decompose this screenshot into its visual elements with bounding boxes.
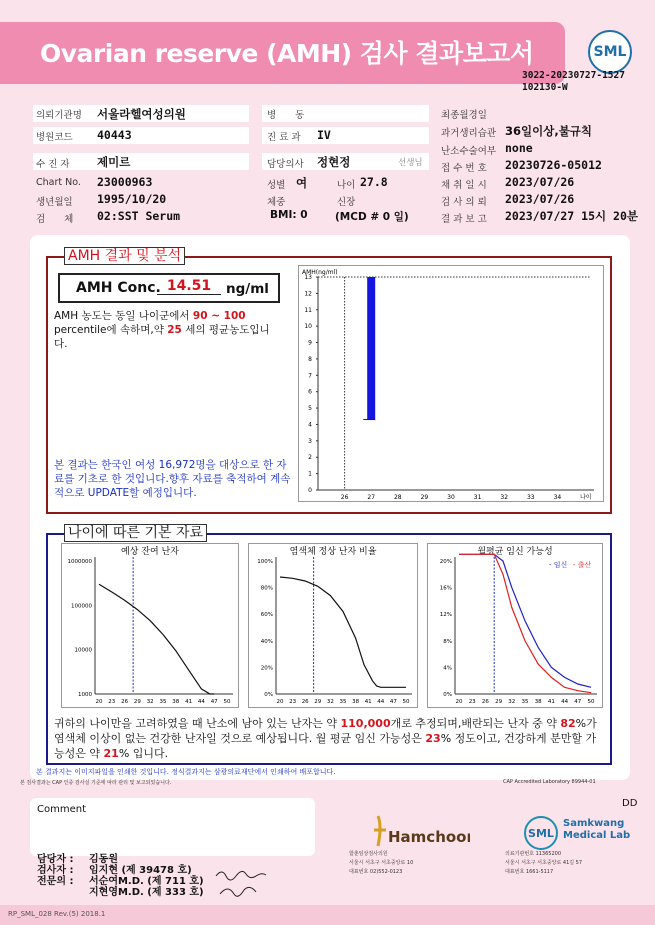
x-tick-label: 44 <box>197 699 205 705</box>
y-tick-label: 40% <box>260 638 273 645</box>
x-tick-label: 47 <box>389 699 397 705</box>
signature-1 <box>212 864 272 904</box>
svg-text:Hamchoon: Hamchoon <box>388 828 470 846</box>
y-tick-label: 1 <box>308 470 312 478</box>
x-tick-label: 26 <box>481 699 489 705</box>
x-tick-label: 41 <box>364 699 372 705</box>
basic-description: 귀하의 나이만을 고려하였을 때 난소에 남아 있는 난자는 약 110,000개로 추정되며,배란되는 난자 중 약 82%가 염색체 이상이 없는 건강한 난자일 것으로 예상됩니다. 월 평균 임신 가능성은 23% 정도이고, 건강하게 분만할 가능성은 약 21% 입니다. <box>54 717 597 760</box>
bmi: BMI: 0 <box>270 209 308 221</box>
sex: 여 <box>296 176 308 190</box>
doctor-name: 정현정 <box>317 155 351 169</box>
x-tick-label: 26 <box>340 494 349 501</box>
y-tick-label: 8 <box>308 355 312 363</box>
chart-title: 염색체 정상 난자 비율 <box>289 547 377 557</box>
y-tick-label: 0% <box>443 692 452 698</box>
x-tick-label: 44 <box>561 699 569 705</box>
x-tick-label: 20 <box>95 699 103 705</box>
remaining-eggs-chart <box>61 543 239 708</box>
x-tick-label: 20 <box>455 699 463 705</box>
y-tick-label: 20% <box>439 559 452 565</box>
cycle: 36일이상,불규칙 <box>505 124 593 138</box>
hospital-code: 40443 <box>97 128 132 142</box>
y-tick-label: 4% <box>443 665 452 672</box>
x-tick-label: 38 <box>352 699 360 705</box>
hospital-name: 서울라헬여성의원 <box>97 107 186 121</box>
x-tick-label: 23 <box>468 699 476 705</box>
x-tick-label: 35 <box>339 699 347 705</box>
y-tick-label: 7 <box>308 372 312 380</box>
surgery: none <box>505 141 533 155</box>
report-date: 2023/07/27 15시 20분 <box>505 209 638 223</box>
x-tick-label: 28 <box>393 494 402 501</box>
y-tick-label: 1000000 <box>67 559 92 565</box>
amh-age-chart <box>298 265 604 502</box>
amh-conc-value: 14.51 <box>157 278 221 295</box>
x-tick-label: 38 <box>534 699 542 705</box>
x-axis-unit: 나이 <box>580 494 592 501</box>
department: IV <box>317 128 331 142</box>
amh-section-title: AMH 결과 및 분석 <box>64 247 185 265</box>
x-tick-label: 31 <box>473 494 482 501</box>
amh-range-bar <box>367 277 375 420</box>
request-date: 2023/07/26 <box>505 192 575 206</box>
x-tick-label: 35 <box>521 699 529 705</box>
y-tick-label: 5 <box>308 405 312 413</box>
x-tick-label: 23 <box>108 699 116 705</box>
y-tick-label: 16% <box>439 585 452 592</box>
x-tick-label: 44 <box>377 699 385 705</box>
amh-note: 본 결과는 한국인 여성 16,972명을 대상으로 한 자료를 기초로 한 것입니다.향후 자료를 축적하여 계속적으로 UPDATE할 예정입니다. <box>54 459 291 499</box>
x-tick-label: 35 <box>159 699 167 705</box>
x-tick-label: 32 <box>500 494 509 501</box>
y-tick-label: 10 <box>304 323 312 331</box>
x-tick-label: 33 <box>526 494 535 501</box>
y-tick-label: 100000 <box>71 603 92 610</box>
normal-egg-ratio-chart <box>248 543 418 708</box>
y-tick-label: 12 <box>304 290 312 298</box>
legend-pregnancy: - 임신 <box>549 561 568 569</box>
x-tick-label: 41 <box>547 699 555 705</box>
y-tick-label: 0% <box>264 692 273 698</box>
x-tick-label: 32 <box>146 699 154 705</box>
x-tick-label: 29 <box>314 699 322 705</box>
samkwang-info: 의료기관번호 11365200 서울시 서초구 서초중앙로 41길 57 대표번호 1661-5117 <box>505 851 583 875</box>
cap-accreditation: CAP Accredited Laboratory 89944-01 <box>503 779 596 785</box>
specimen: 02:SST Serum <box>97 209 181 223</box>
amh-conc-unit: ng/ml <box>226 281 269 297</box>
document-id: 3022-20230727-1527 102130-W <box>522 70 625 93</box>
x-tick-label: 26 <box>301 699 309 705</box>
collect-date: 2023/07/26 <box>505 175 575 189</box>
x-tick-label: 50 <box>402 699 410 705</box>
x-tick-label: 34 <box>553 494 562 501</box>
pregnancy-chance-chart <box>427 543 603 708</box>
x-tick-label: 29 <box>133 699 141 705</box>
chart-number: 23000963 <box>97 175 153 189</box>
sml-logo: SML <box>588 30 632 74</box>
dd-mark: DD <box>622 798 638 809</box>
x-tick-label: 26 <box>121 699 129 705</box>
footnote-image: 본 결과지는 이미지파일을 인쇄한 것입니다. 정식결과지는 삼광의료재단에서 인쇄하여 배포합니다. <box>36 768 336 776</box>
x-tick-label: 20 <box>276 699 284 705</box>
receipt-number: 20230726-05012 <box>505 158 602 172</box>
y-tick-label: 1000 <box>78 692 92 698</box>
y-tick-label: 0 <box>308 487 312 494</box>
hamchoon-logo <box>370 812 470 854</box>
y-tick-label: 13 <box>304 274 312 281</box>
footnote-cap: 본 검사결과는 CAP 인증 검사실 기준에 따라 관리 및 보고되었습니다. <box>20 780 172 786</box>
age: 27.8 <box>360 175 388 189</box>
y-tick-label: 6 <box>308 388 312 396</box>
x-tick-label: 32 <box>508 699 516 705</box>
mcd: (MCD # 0 일) <box>335 211 409 223</box>
patient-name: 제미르 <box>97 155 131 169</box>
samkwang-logo: SML <box>524 816 558 850</box>
x-tick-label: 50 <box>587 699 595 705</box>
legend-birth: - 출산 <box>573 561 592 569</box>
chart-title: 월평균 임신 가능성 <box>477 547 553 557</box>
x-tick-label: 32 <box>326 699 334 705</box>
x-tick-label: 47 <box>574 699 582 705</box>
y-tick-label: 80% <box>260 585 273 592</box>
x-tick-label: 29 <box>495 699 503 705</box>
chart-frame <box>249 544 418 708</box>
x-tick-label: 38 <box>172 699 180 705</box>
chart-frame <box>62 544 239 708</box>
x-tick-label: 29 <box>420 494 429 501</box>
y-tick-label: 10000 <box>74 647 92 654</box>
x-tick-label: 27 <box>367 494 376 501</box>
comment-label: Comment <box>37 804 86 815</box>
x-tick-label: 50 <box>223 699 231 705</box>
x-tick-label: 47 <box>210 699 218 705</box>
y-tick-label: 11 <box>304 306 312 314</box>
amh-description: AMH 농도는 동일 나이군에서 90 ~ 100 percentile에 속하며,약 25 세의 평균농도입니다. <box>54 310 270 350</box>
y-tick-label: 100% <box>257 559 273 565</box>
y-tick-label: 12% <box>439 612 452 619</box>
x-tick-label: 30 <box>447 494 455 501</box>
y-tick-label: 9 <box>308 339 312 347</box>
report-title: Ovarian reserve (AMH) 검사 결과보고서 <box>40 39 534 68</box>
y-tick-label: 4 <box>308 421 312 429</box>
amh-conc-label: AMH Conc. <box>76 280 161 296</box>
x-tick-label: 41 <box>185 699 193 705</box>
hamchoon-info: 함춘임상검사의원 서울시 서초구 서초중앙로 10 대표번호 02)552-0123 <box>349 851 414 875</box>
y-tick-label: 2 <box>308 454 312 462</box>
birth-date: 1995/10/20 <box>97 192 167 206</box>
form-code: RP_SML_028 Rev.(5) 2018.1 <box>8 910 106 918</box>
y-axis-label: AMH(ng/ml) <box>302 269 338 276</box>
chart-title: 예상 잔여 난자 <box>121 547 179 557</box>
y-tick-label: 3 <box>308 437 312 445</box>
x-tick-label: 23 <box>289 699 297 705</box>
samkwang-name: Samkwang Medical Lab <box>563 818 631 841</box>
y-tick-label: 20% <box>260 665 273 672</box>
basic-section-title: 나이에 따른 기본 자료 <box>64 524 207 542</box>
y-tick-label: 8% <box>443 638 452 645</box>
y-tick-label: 60% <box>260 612 273 619</box>
staff-list: 담당자 : 김동원 검사자 : 임지현 (제 39478 호) 전문의 : 서순여M.D. (제 711 호) 지현영M.D. (제 333 호) <box>37 854 204 898</box>
